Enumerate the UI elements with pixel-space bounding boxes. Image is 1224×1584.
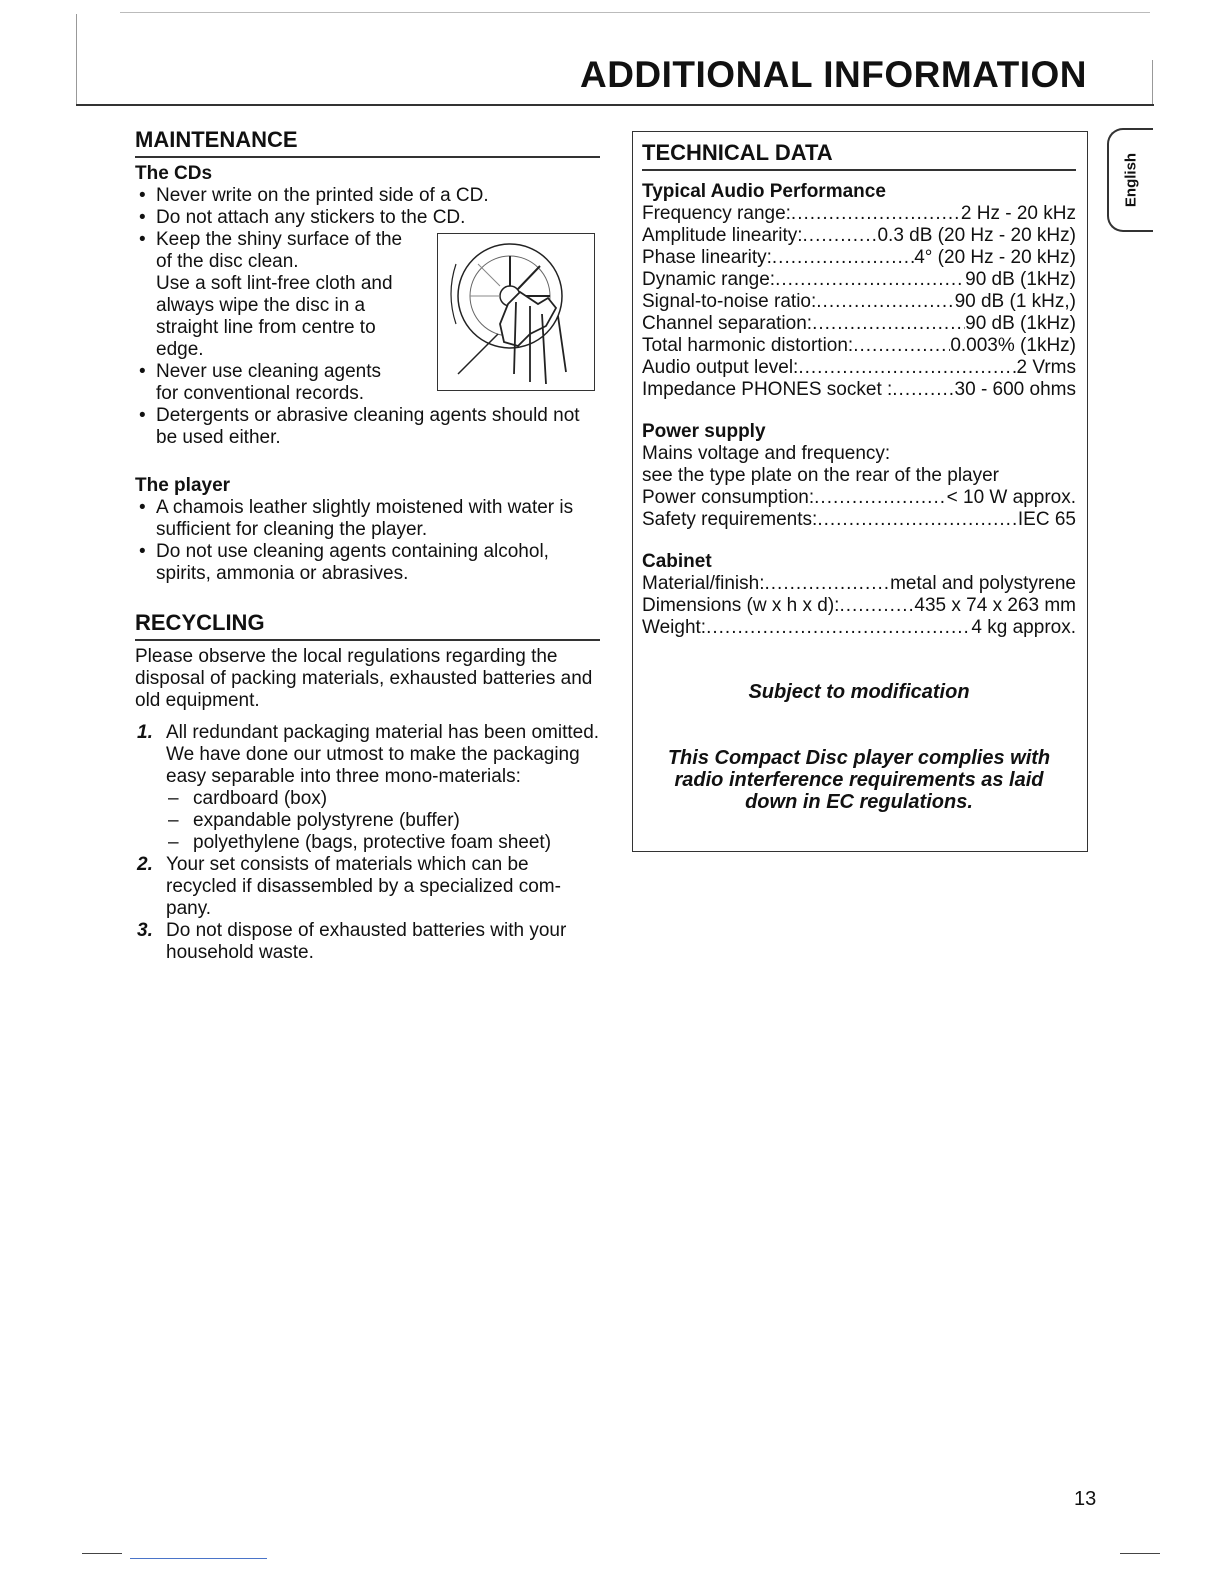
spec-row: Dimensions (w x h x d): ..... 435 x 74 x 263 mm xyxy=(642,595,1076,617)
item-text: Your set consists of materials which can be recycled if disassembled by a specialized com-pany. xyxy=(166,854,561,919)
page-frame-left xyxy=(76,14,77,104)
header-rule xyxy=(76,104,1154,106)
spec-row: Total harmonic distortion: ..... 0.003% (1kHz) xyxy=(642,335,1076,357)
page-title: ADDITIONAL INFORMATION xyxy=(579,54,1087,95)
line: for conventional records. xyxy=(156,383,365,404)
spec-row: Material/finish: ..... metal and polystyrene xyxy=(642,573,1076,595)
spec-row: Phase linearity: ..... 4° (20 Hz - 20 kHz) xyxy=(642,247,1076,269)
technical-data-box xyxy=(632,131,1088,852)
technical-data-title: TECHNICAL DATA xyxy=(642,141,1076,171)
spec-row: Dynamic range: ..... 90 dB (1kHz) xyxy=(642,269,1076,291)
list-item xyxy=(135,920,600,964)
item-number: 2. xyxy=(137,854,153,875)
spec-row: Channel separation: ..... 90 dB (1kHz) xyxy=(642,313,1076,335)
spec-row: Amplitude linearity: ..... 0.3 dB (20 Hz - 20 kHz) xyxy=(642,225,1076,247)
footer-link-underline xyxy=(130,1558,267,1559)
item-number: 1. xyxy=(137,722,153,743)
line: of the disc clean. xyxy=(156,251,299,272)
list-item: – cardboard (box) xyxy=(166,788,600,810)
spec-row: Weight: ..... 4 kg approx. xyxy=(642,617,1076,639)
spec-row: Safety requirements: ..... IEC 65 xyxy=(642,509,1076,531)
list-item: • Do not attach any stickers to the CD. xyxy=(135,207,600,229)
list-item xyxy=(135,854,600,920)
spec-row: Power consumption: ..... < 10 W approx. xyxy=(642,487,1076,509)
line: straight line from centre to xyxy=(156,317,376,338)
list-item: • Detergents or abrasive cleaning agents should not be used either. xyxy=(135,405,600,449)
audio-spec-list xyxy=(642,203,1076,401)
player-subtitle: The player xyxy=(135,475,231,496)
line: Use a soft lint-free cloth and xyxy=(156,273,393,294)
audio-subtitle: Typical Audio Performance xyxy=(642,181,886,202)
line: edge. xyxy=(156,339,204,360)
page-frame-right xyxy=(1152,60,1153,104)
language-tab xyxy=(1107,128,1153,232)
language-tab-label: English xyxy=(1122,152,1140,208)
materials-list xyxy=(166,788,600,854)
list-item: – polyethylene (bags, protective foam sheet) xyxy=(166,832,600,854)
page-number: 13 xyxy=(1074,1488,1097,1510)
line: always wipe the disc in a xyxy=(156,295,366,316)
list-item: – expandable polystyrene (buffer) xyxy=(166,810,600,832)
player-list xyxy=(135,497,600,585)
spec-row: Impedance PHONES socket : ..... 30 - 600 ohms xyxy=(642,379,1076,401)
list-item: • Never write on the printed side of a CD. xyxy=(135,185,600,207)
compliance-note-line: This Compact Disc player complies with xyxy=(667,747,1051,769)
list-item: • Do not use cleaning agents containing alcohol, spirits, ammonia or abrasives. xyxy=(135,541,600,585)
cds-subtitle: The CDs xyxy=(135,163,213,184)
list-item: • A chamois leather slightly moistened with water is sufficient for cleaning the player. xyxy=(135,497,600,541)
footer-mark xyxy=(1120,1553,1160,1554)
subject-to-modification-note: Subject to modification xyxy=(748,681,970,703)
recycling-intro: Please observe the local regulations regarding the disposal of packing materials, exhausted batteries and old equipment. xyxy=(135,646,593,711)
footer-mark xyxy=(82,1553,122,1554)
cabinet-subtitle: Cabinet xyxy=(642,551,712,572)
item-text: Do not dispose of exhausted batteries with your household waste. xyxy=(166,920,567,963)
maintenance-title: MAINTENANCE xyxy=(135,128,600,158)
power-line: see the type plate on the rear of the player xyxy=(642,465,1000,486)
cd-cleaning-icon xyxy=(438,234,593,389)
recycling-title: RECYCLING xyxy=(135,611,600,641)
line: • Never use cleaning agents xyxy=(156,361,381,382)
spec-row: Audio output level: ..... 2 Vrms xyxy=(642,357,1076,379)
list-item xyxy=(135,722,600,854)
line: • Keep the shiny surface of the xyxy=(156,229,403,250)
page-frame-top xyxy=(120,12,1150,13)
power-subtitle: Power supply xyxy=(642,421,766,442)
spec-row: Frequency range: ..... 2 Hz - 20 kHz xyxy=(642,203,1076,225)
cd-cleaning-illustration xyxy=(437,233,595,391)
power-line: Mains voltage and frequency: xyxy=(642,443,891,464)
item-number: 3. xyxy=(137,920,153,941)
compliance-note-line: radio interference requirements as laid xyxy=(674,769,1044,791)
spec-row: Signal-to-noise ratio: ..... 90 dB (1 kHz,) xyxy=(642,291,1076,313)
recycling-list xyxy=(135,722,600,964)
compliance-note-line: down in EC regulations. xyxy=(745,791,973,813)
item-text: All redundant packaging material has been omitted. We have done our utmost to make the packaging easy separable into three mono-materials: xyxy=(166,722,600,787)
